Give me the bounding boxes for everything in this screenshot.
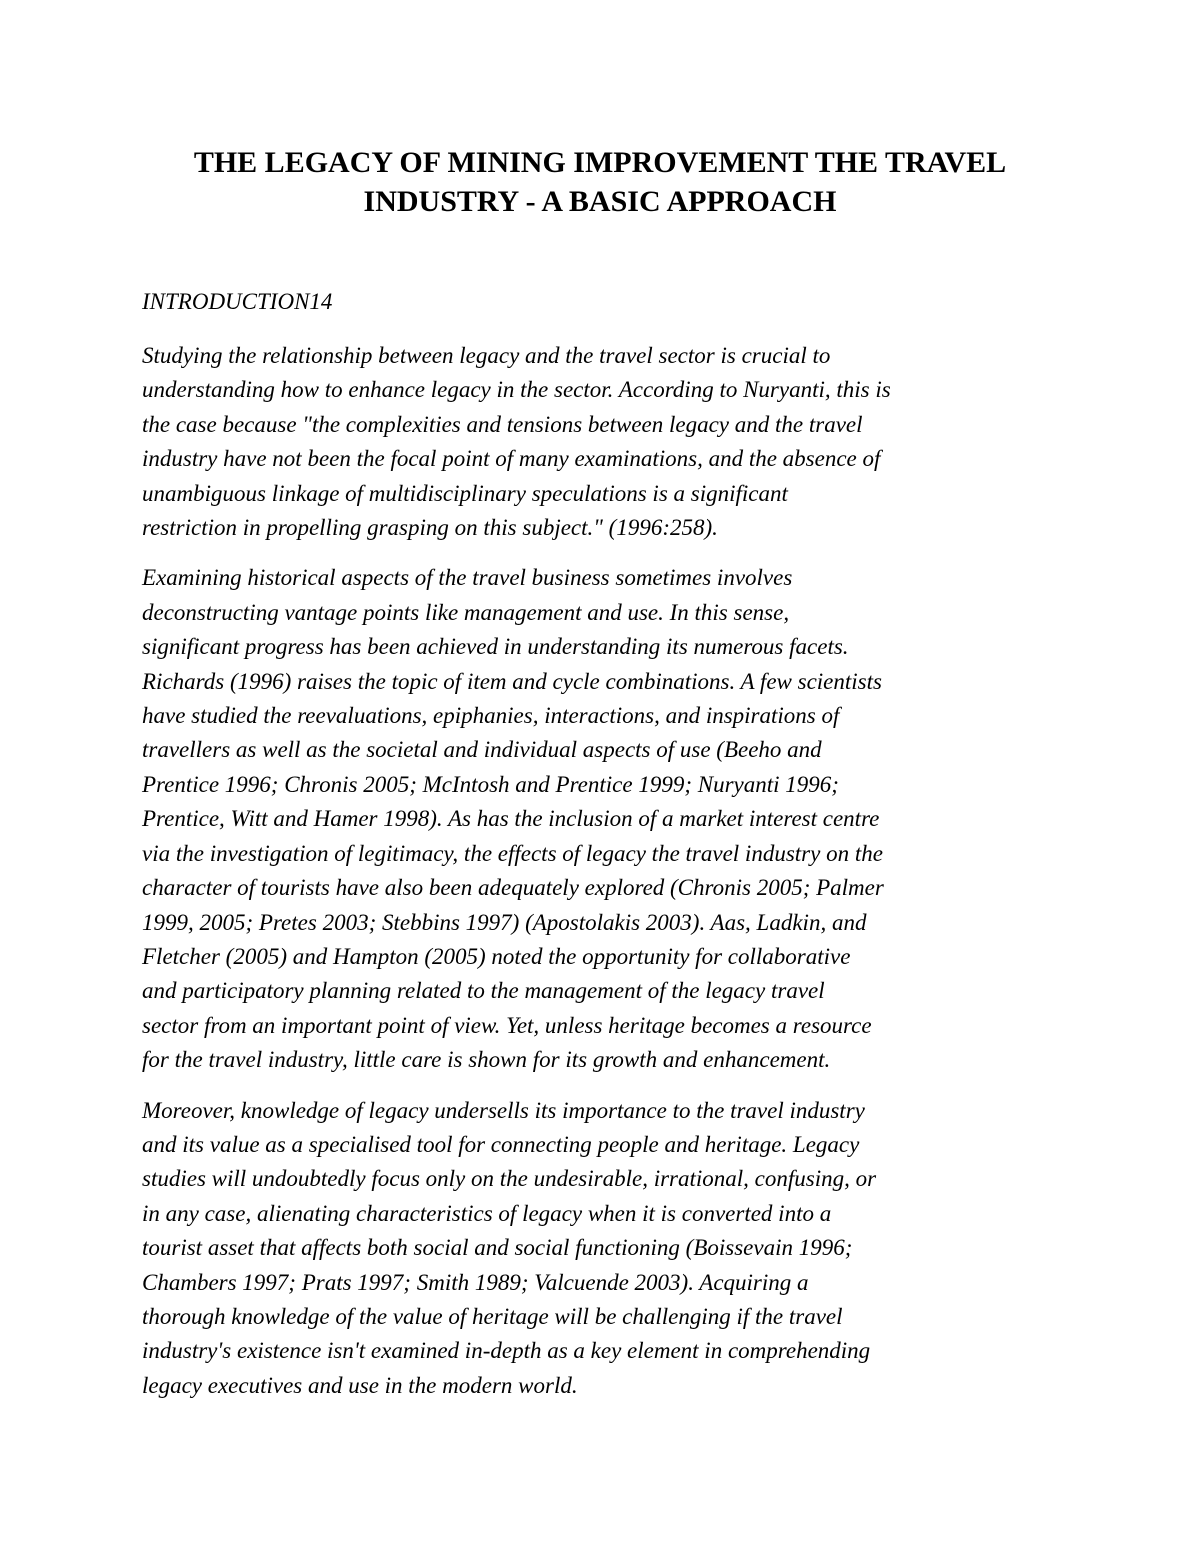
text-line: for the travel industry, little care is shown for its growth and enhancement. [142,1047,831,1073]
text-line: via the investigation of legitimacy, the effects of legacy the travel industry on the [142,840,883,866]
text-line: Richards (1996) raises the topic of item and cycle combinations. A few scientists [142,668,882,694]
text-line: studies will undoubtedly focus only on the undesirable, irrational, confusing, or [142,1166,877,1192]
text-line: and participatory planning related to the management of the legacy travel [142,978,825,1004]
text-line: understanding how to enhance legacy in the sector. According to Nuryanti, this is [142,377,891,403]
title-line: INDUSTRY - A BASIC APPROACH [363,185,837,218]
text-line: Fletcher (2005) and Hampton (2005) noted the opportunity for collaborative [142,943,851,969]
document-title [170,143,1030,221]
text-line: 1999, 2005; Pretes 2003; Stebbins 1997) (Apostolakis 2003). Aas, Ladkin, and [142,909,867,935]
text-line: character of tourists have also been adequately explored (Chronis 2005; Palmer [142,875,884,901]
title-line: THE LEGACY OF MINING IMPROVEMENT THE TRAVEL [193,146,1007,179]
section-heading: INTRODUCTION14 [142,289,333,314]
text-line: industry have not been the focal point of many examinations, and the absence of [142,446,881,472]
text-line: Chambers 1997; Prats 1997; Smith 1989; Valcuende 2003). Acquiring a [142,1269,809,1295]
text-line: travellers as well as the societal and individual aspects of use (Beeho and [142,737,822,763]
text-line: sector from an important point of view. Yet, unless heritage becomes a resource [142,1012,872,1038]
text-line: industry's existence isn't examined in-depth as a key element in comprehending [142,1338,871,1364]
text-line: Examining historical aspects of the travel business sometimes involves [142,565,793,591]
text-line: significant progress has been achieved in understanding its numerous facets. [142,634,849,660]
paragraph-1 [142,339,1067,545]
paragraph-3 [142,1094,1067,1404]
text-line: restriction in propelling grasping on this subject." (1996:258). [142,515,718,541]
text-line: Moreover, knowledge of legacy undersells its importance to the travel industry [142,1097,865,1123]
text-line: Prentice 1996; Chronis 2005; McIntosh and Prentice 1999; Nuryanti 1996; [142,771,839,797]
text-line: thorough knowledge of the value of heritage will be challenging if the travel [142,1303,843,1329]
text-line: Studying the relationship between legacy and the travel sector is crucial to [142,343,831,368]
text-line: legacy executives and use in the modern world. [142,1372,578,1398]
paragraph-2 [142,561,1067,1077]
text-line: Prentice, Witt and Hamer 1998). As has the inclusion of a market interest centre [142,806,880,832]
document-body [142,285,1067,1419]
text-line: the case because "the complexities and tensions between legacy and the travel [142,411,863,437]
text-line: and its value as a specialised tool for connecting people and heritage. Legacy [142,1131,860,1157]
text-line: have studied the reevaluations, epiphanies, interactions, and inspirations of [142,703,840,729]
text-line: deconstructing vantage points like management and use. In this sense, [142,599,790,625]
text-line: in any case, alienating characteristics of legacy when it is converted into a [142,1200,832,1226]
text-line: unambiguous linkage of multidisciplinary speculations is a significant [142,480,788,506]
text-line: tourist asset that affects both social and social functioning (Boissevain 1996; [142,1235,853,1261]
